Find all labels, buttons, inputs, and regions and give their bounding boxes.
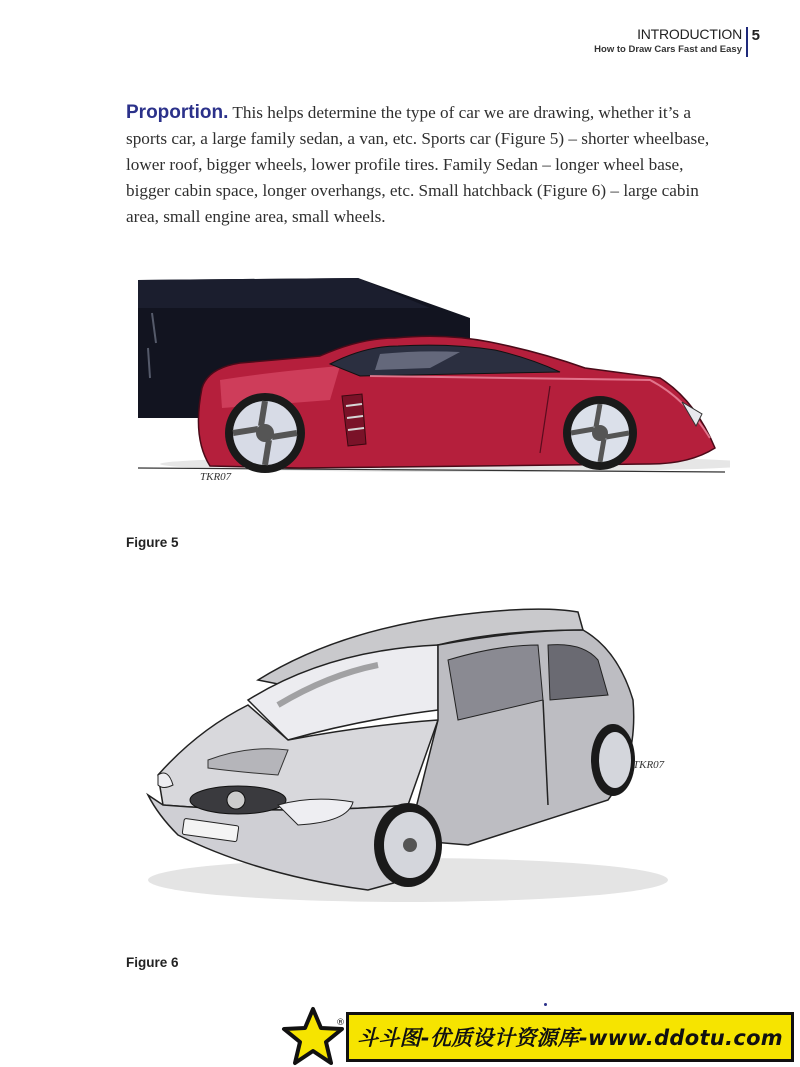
figure-6-caption: Figure 6 [126, 955, 179, 970]
front-wheel [374, 803, 442, 887]
running-header [594, 26, 742, 56]
figure-5-caption: Figure 5 [126, 535, 179, 550]
book-title: How to Draw Cars Fast and Easy [594, 44, 742, 55]
header-divider [746, 27, 748, 57]
figure-6-hatchback-illustration [138, 590, 698, 925]
page-number: 5 [751, 27, 760, 44]
watermark-text: 斗斗图-优质设计资源库-www.ddotu.com [357, 1026, 783, 1050]
decorative-dot [544, 1003, 547, 1006]
front-wheel [563, 396, 637, 470]
artist-signature: TKR07 [633, 759, 665, 771]
registered-mark: ® [336, 1018, 345, 1028]
rear-wheel [591, 724, 635, 796]
body-paragraph [126, 100, 726, 230]
star-logo-icon [280, 1006, 346, 1066]
paragraph-lead: Proportion. [126, 102, 229, 123]
paragraph-text: This helps determine the type of car we are drawing, whether it’s a sports car, a large family sedan, a van, etc. Sports car (Figure 5) – shorter wheelbase, lower roof, bigger wheels, lower profile tires. Family Sedan – longer wheel base, bigger cabin space, longer overhangs, etc. Small hatchback (Figure 6) – large cabin area, small engine area, small wheels. [126, 103, 710, 226]
section-title: INTRODUCTION [637, 26, 742, 42]
artist-signature: TKR07 [200, 471, 232, 483]
watermark-banner [346, 1012, 794, 1062]
rear-wheel [225, 393, 305, 473]
figure-5-sports-car-illustration [130, 268, 730, 483]
